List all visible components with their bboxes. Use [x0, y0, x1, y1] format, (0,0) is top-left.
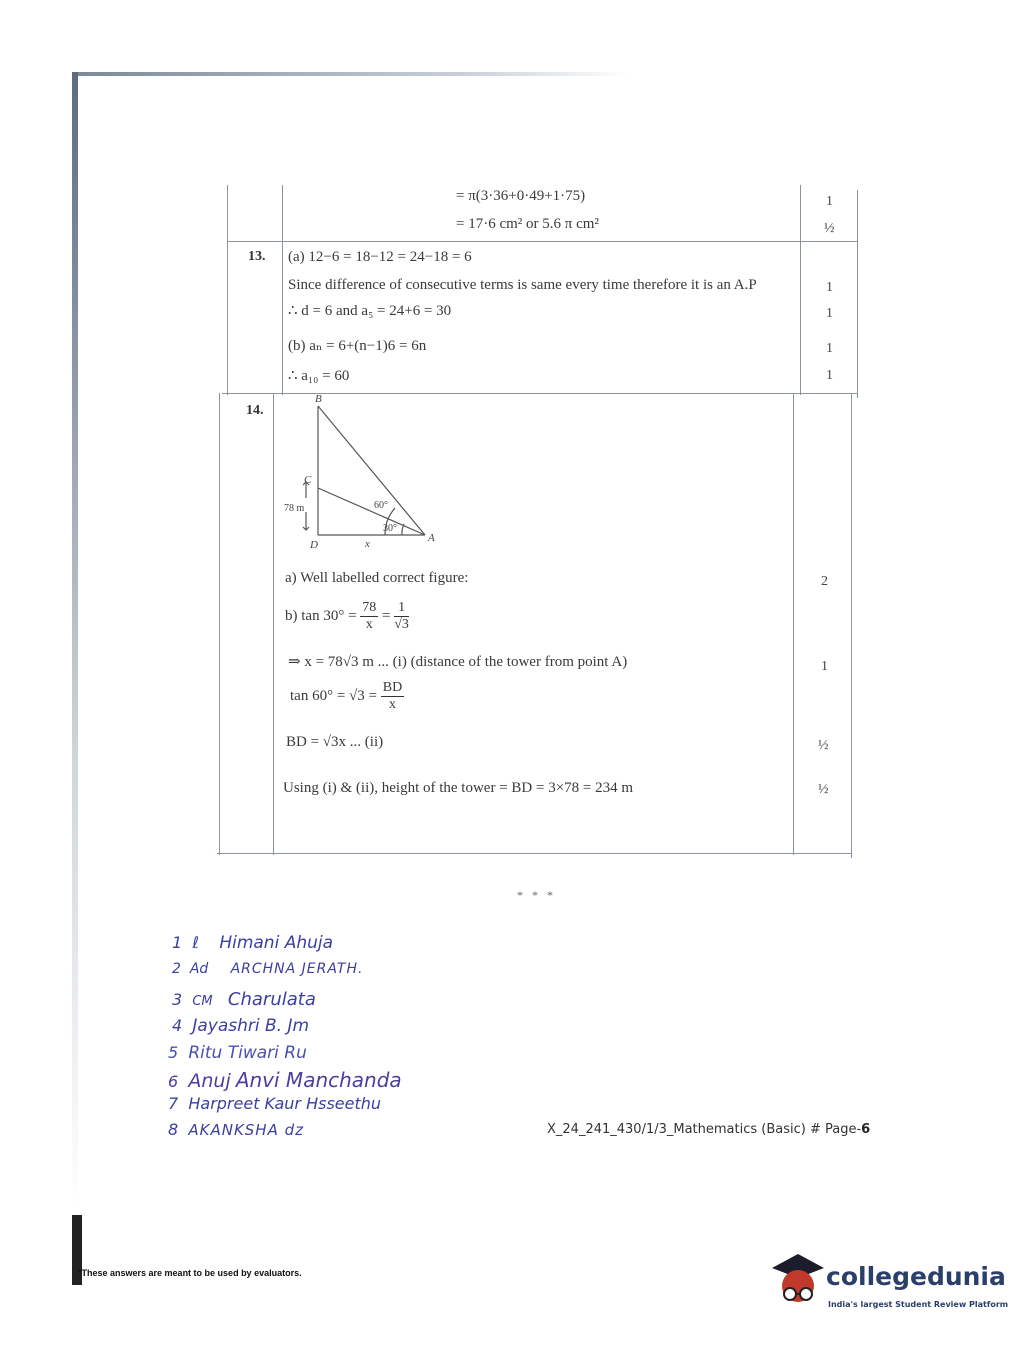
signature-row-1: 1 ℓ Himani Ahuja [172, 933, 334, 953]
fraction-bd-over-x: $\frac{BD}{x}$ [382, 680, 403, 712]
prev-line-1: = π(3·36+0·49+1·75) [456, 188, 586, 204]
prev-line-2: = 17·6 cm² or 5.6 π cm² [456, 216, 599, 232]
sightline-top [318, 406, 425, 535]
question-number-14: 14. [246, 403, 264, 418]
signature-row-4: 4 Jayashri B. Jm [172, 1016, 310, 1036]
fraction-78-over-x: $\frac{78}{x}$ [362, 600, 377, 632]
q13-reason: Since difference of consecutive terms is same every time therefore it is an A.P [288, 277, 757, 293]
label-b: B [315, 393, 322, 405]
page-number: 6 [861, 1122, 871, 1137]
q14-part-a: a) Well labelled correct figure: [285, 570, 469, 586]
q14-x-line: ⇒ x = 78√3 m ... (i) (distance of the tower from point A) [288, 654, 628, 670]
label-angle-60: 60° [374, 500, 388, 511]
sightline-mid [318, 488, 425, 535]
q13-part-a: (a) 12−6 = 18−12 = 24−18 = 6 [288, 249, 472, 265]
q13-a10: ∴ a₁₀ = 60 [288, 368, 350, 384]
page-footer-code: X_24_241_430/1/3_Mathematics (Basic) # Page-6 [547, 1122, 871, 1137]
prev-mark-2: ½ [824, 221, 835, 236]
q14-final-mark: ½ [818, 782, 829, 797]
signature-row-7: 7 Harpreet Kaur Hsseethu [168, 1094, 382, 1113]
label-height: 78 m [284, 503, 305, 514]
q14-bd-line: BD = √3x ... (ii) [286, 734, 384, 750]
label-x: x [365, 538, 370, 550]
fraction-1-over-root3: $\frac{1}{√3}$ [394, 600, 409, 632]
label-d: D [310, 539, 318, 551]
q13-d-line: ∴ d = 6 and a₅ = 24+6 = 30 [288, 303, 452, 319]
signature-row-3: 3 CM Charulata [172, 989, 316, 1010]
q14-part-b-prefix: b) tan 30° = [285, 607, 357, 624]
tower-figure [270, 390, 470, 555]
collegedunia-mascot-icon [768, 1250, 826, 1312]
q14-part-b: b) tan 30° = $\frac{78}{x}$ = $\frac{1}{√3}$ [285, 600, 409, 632]
end-stars: * * * [517, 888, 556, 902]
q13-part-b: (b) aₙ = 6+(n−1)6 = 6n [288, 338, 427, 354]
q13-b-mark: 1 [826, 341, 833, 356]
scan-edge-left [72, 72, 78, 1212]
q14-bd-mark: ½ [818, 738, 829, 753]
signature-row-8: 8 AKANKSHA dz [168, 1120, 305, 1139]
label-angle-30: 30° [383, 523, 397, 534]
q14-tan60-prefix: tan 60° = √3 = [290, 687, 377, 704]
label-c: C [304, 474, 312, 486]
q14-tan60 [290, 680, 404, 713]
scan-edge-top [72, 72, 632, 76]
q13-d-mark: 1 [826, 306, 833, 321]
signature-row-6: 6 Anuj Anvi Manchanda [168, 1068, 402, 1092]
question-number-13: 13. [248, 249, 266, 264]
evaluator-note: *These answers are meant to be used by evaluators. [78, 1268, 302, 1278]
prev-mark-1: 1 [826, 194, 833, 209]
q13-reason-mark: 1 [826, 280, 833, 295]
signature-row-2: 2 Ad ARCHNA JERATH. [172, 961, 364, 977]
q14-part-a-mark: 2 [821, 574, 828, 589]
label-a: A [428, 532, 435, 544]
brand-tagline: India's largest Student Review Platform [828, 1300, 1009, 1309]
q14-final: Using (i) & (ii), height of the tower = BD = 3×78 = 234 m [283, 780, 634, 796]
signature-row-5: 5 Ritu Tiwari Ru [168, 1043, 307, 1063]
brand-name: collegedunia [826, 1262, 1006, 1291]
q14-x-mark: 1 [821, 659, 828, 674]
q13-a10-mark: 1 [826, 368, 833, 383]
